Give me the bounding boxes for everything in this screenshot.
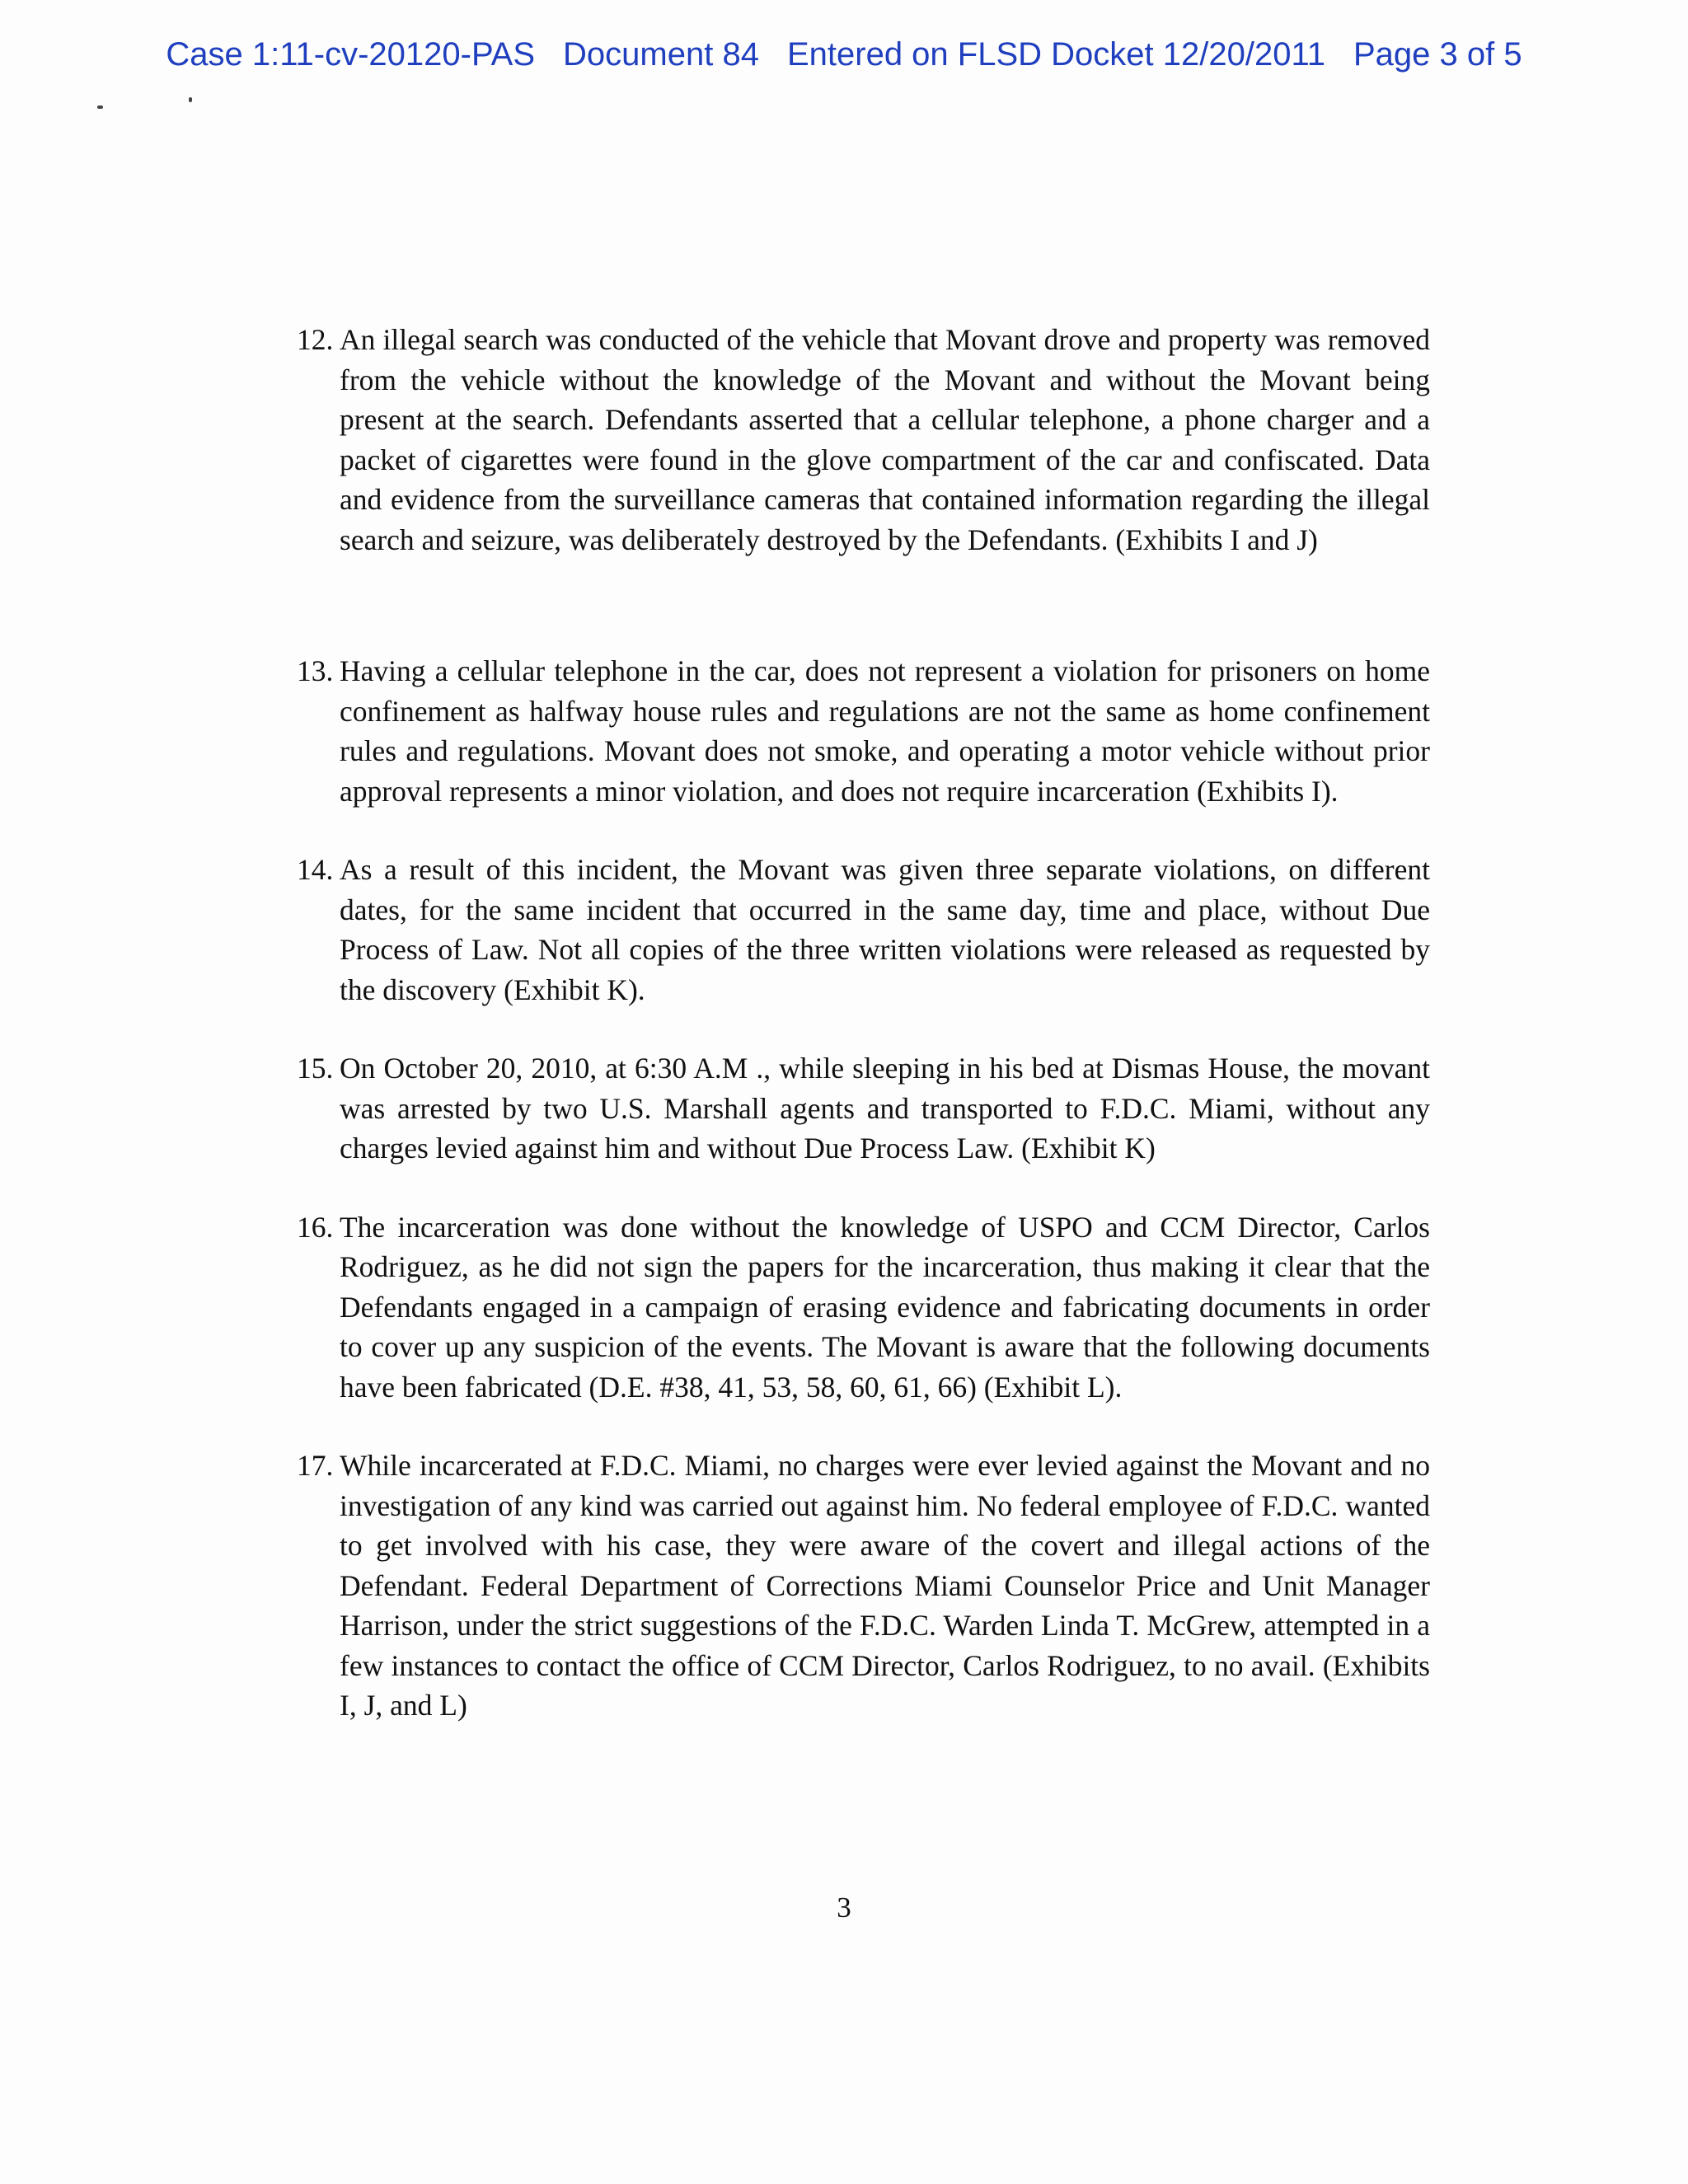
scan-speck bbox=[97, 105, 103, 109]
document-body bbox=[297, 320, 1430, 1726]
paragraph-15 bbox=[297, 1048, 1430, 1169]
paragraph-number: 16. bbox=[297, 1210, 334, 1244]
paragraph-text: The incarceration was done without the knowledge of USPO and CCM Director, Carlos Rodriguez, as he did not sign the papers for the incarceration, thus making it clear that the Defendants engaged in a campaign of erasing evidence and fabricating documents in order to cover up any suspicion of the events. The Movant is aware that the following documents have been fabricated (D.E. #38, 41, 53, 58, 60, 61, 66) (Exhibit L). bbox=[340, 1210, 1430, 1404]
paragraph-text: An illegal search was conducted of the vehicle that Movant drove and property was removed from the vehicle without the knowledge of the Movant and without the Movant being present at the search. Defendants asserted that a cellular telephone, a phone charger and a packet of cigarettes were found in the glove compartment of the car and confiscated. Data and evidence from the surveillance cameras that contained information regarding the illegal search and seizure, was deliberately destroyed by the Defendants. (Exhibits I and J) bbox=[340, 323, 1430, 556]
paragraph-number: 14. bbox=[297, 853, 334, 886]
paragraph-12 bbox=[297, 320, 1430, 560]
document-number: Document 84 bbox=[563, 36, 759, 73]
docket-entry-date: Entered on FLSD Docket 12/20/2011 bbox=[786, 36, 1325, 73]
paragraph-number: 12. bbox=[297, 323, 334, 356]
paragraph-14 bbox=[297, 850, 1430, 1010]
page-count: Page 3 of 5 bbox=[1353, 36, 1522, 73]
page-number: 3 bbox=[837, 1891, 851, 1924]
case-number: Case 1:11-cv-20120-PAS bbox=[166, 36, 536, 73]
paragraph-number: 15. bbox=[297, 1052, 334, 1085]
paragraph-number: 17. bbox=[297, 1449, 334, 1482]
paragraph-17 bbox=[297, 1446, 1430, 1726]
paragraph-text: On October 20, 2010, at 6:30 A.M ., while sleeping in his bed at Dismas House, the movant was arrested by two U.S. Marshall agents and transported to F.D.C. Miami, without any charges levied against him and without Due Process Law. (Exhibit K) bbox=[340, 1052, 1430, 1165]
paragraph-text: Having a cellular telephone in the car, does not represent a violation for prisoners on home confinement as halfway house rules and regulations are not the same as home confinement rules and regulations. Movant does not smoke, and operating a motor vehicle without prior approval represents a minor violation, and does not require incarceration (Exhibits I). bbox=[340, 654, 1430, 808]
scan-speck bbox=[189, 97, 192, 102]
paragraph-text: While incarcerated at F.D.C. Miami, no charges were ever levied against the Movant and no investigation of any kind was carried out against him. No federal employee of F.D.C. wanted to get involved with his case, they were aware of the covert and illegal actions of the Defendant. Federal Department of Corrections Miami Counselor Price and Unit Manager Harrison, under the strict suggestions of the F.D.C. Warden Linda T. McGrew, attempted in a few instances to contact the office of CCM Director, Carlos Rodriguez, to no avail. (Exhibits I, J, and L) bbox=[340, 1449, 1430, 1722]
paragraph-16 bbox=[297, 1207, 1430, 1408]
paragraph-13 bbox=[297, 651, 1430, 811]
docket-header bbox=[0, 36, 1688, 73]
paragraph-number: 13. bbox=[297, 654, 334, 687]
paragraph-text: As a result of this incident, the Movant was given three separate violations, on different dates, for the same incident that occurred in the same day, time and place, without Due Process of Law. Not all copies of the three written violations were released as requested by the discovery (Exhibit K). bbox=[340, 853, 1430, 1006]
